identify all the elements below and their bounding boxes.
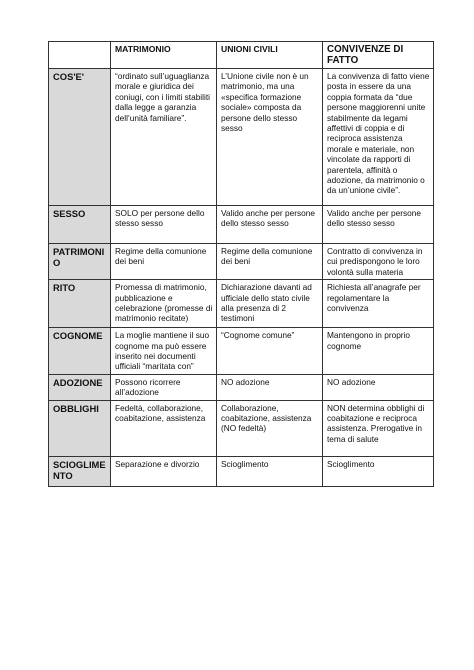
table-row bbox=[49, 456, 434, 486]
table-header bbox=[49, 42, 434, 69]
table-cell: SOLO per persone dello stesso sesso bbox=[111, 206, 217, 244]
comparison-table bbox=[48, 41, 434, 487]
table-cell: Scioglimento bbox=[323, 456, 434, 486]
table-cell: Regime della comunione dei beni bbox=[111, 244, 217, 280]
table-cell: Separazione e divorzio bbox=[111, 456, 217, 486]
table-cell: Richiesta all’anagrafe per regolamentare la convivenza bbox=[323, 280, 434, 328]
table-row bbox=[49, 244, 434, 280]
table-cell: Collaborazione, coabitazione, assistenza (NO fedeltà) bbox=[217, 400, 323, 456]
table-cell: NO adozione bbox=[217, 374, 323, 400]
header-corner-cell bbox=[49, 42, 111, 69]
row-label: PATRIMONIO bbox=[49, 244, 111, 280]
row-label: SCIOGLIMENTO bbox=[49, 456, 111, 486]
table-cell: “Cognome comune” bbox=[217, 328, 323, 375]
table-cell: NON determina obblighi di coabitazione e reciproca assistenza. Prerogative in tema di salute bbox=[323, 400, 434, 456]
table-cell: Scioglimento bbox=[217, 456, 323, 486]
table-body bbox=[49, 69, 434, 487]
table-cell: Contratto di convivenza in cui predispongono le loro volontà sulla materia bbox=[323, 244, 434, 280]
table-cell: “ordinato sull’uguaglianza morale e giuridica dei coniugi, con i limiti stabiliti dalla legge a garanzia dell’unità familiare”. bbox=[111, 69, 217, 206]
table-cell: La moglie mantiene il suo cognome ma può essere inserito nei documenti ufficiali “maritata con” bbox=[111, 328, 217, 375]
table-row bbox=[49, 206, 434, 244]
table-cell: L’Unione civile non è un matrimonio, ma una «specifica formazione sociale» composta da persone dello stesso sesso bbox=[217, 69, 323, 206]
table-row bbox=[49, 69, 434, 206]
row-label: RITO bbox=[49, 280, 111, 328]
table-cell: Valido anche per persone dello stesso sesso bbox=[217, 206, 323, 244]
row-label: ADOZIONE bbox=[49, 374, 111, 400]
table-row bbox=[49, 374, 434, 400]
table-row bbox=[49, 400, 434, 456]
table-row bbox=[49, 280, 434, 328]
table-cell: Promessa di matrimonio, pubblicazione e celebrazione (promesse di matrimonio recitate) bbox=[111, 280, 217, 328]
row-label: COS'E' bbox=[49, 69, 111, 206]
table-cell: Possono ricorrere all’adozione bbox=[111, 374, 217, 400]
table-cell: La convivenza di fatto viene posta in essere da una coppia formata da “due persone maggiorenni unite stabilmente da legami affettivi di coppia e di reciproca assistenza morale e materiale, non vincolate da rapporti di parentela, affinità o adozione, da matrimonio o da un’unione civile”. bbox=[323, 69, 434, 206]
table-cell: Mantengono in proprio cognome bbox=[323, 328, 434, 375]
row-label: OBBLIGHI bbox=[49, 400, 111, 456]
header-row bbox=[49, 42, 434, 69]
table-cell: Valido anche per persone dello stesso sesso bbox=[323, 206, 434, 244]
row-label: SESSO bbox=[49, 206, 111, 244]
table-cell: NO adozione bbox=[323, 374, 434, 400]
table-cell: Regime della comunione dei beni bbox=[217, 244, 323, 280]
header-convivenze-di-fatto: CONVIVENZE DI FATTO bbox=[323, 42, 434, 69]
header-matrimonio: MATRIMONIO bbox=[111, 42, 217, 69]
row-label: COGNOME bbox=[49, 328, 111, 375]
table-cell: Dichiarazione davanti ad ufficiale dello stato civile alla presenza di 2 testimoni bbox=[217, 280, 323, 328]
table-row bbox=[49, 328, 434, 375]
header-unioni-civili: UNIONI CIVILI bbox=[217, 42, 323, 69]
table-cell: Fedeltà, collaborazione, coabitazione, assistenza bbox=[111, 400, 217, 456]
